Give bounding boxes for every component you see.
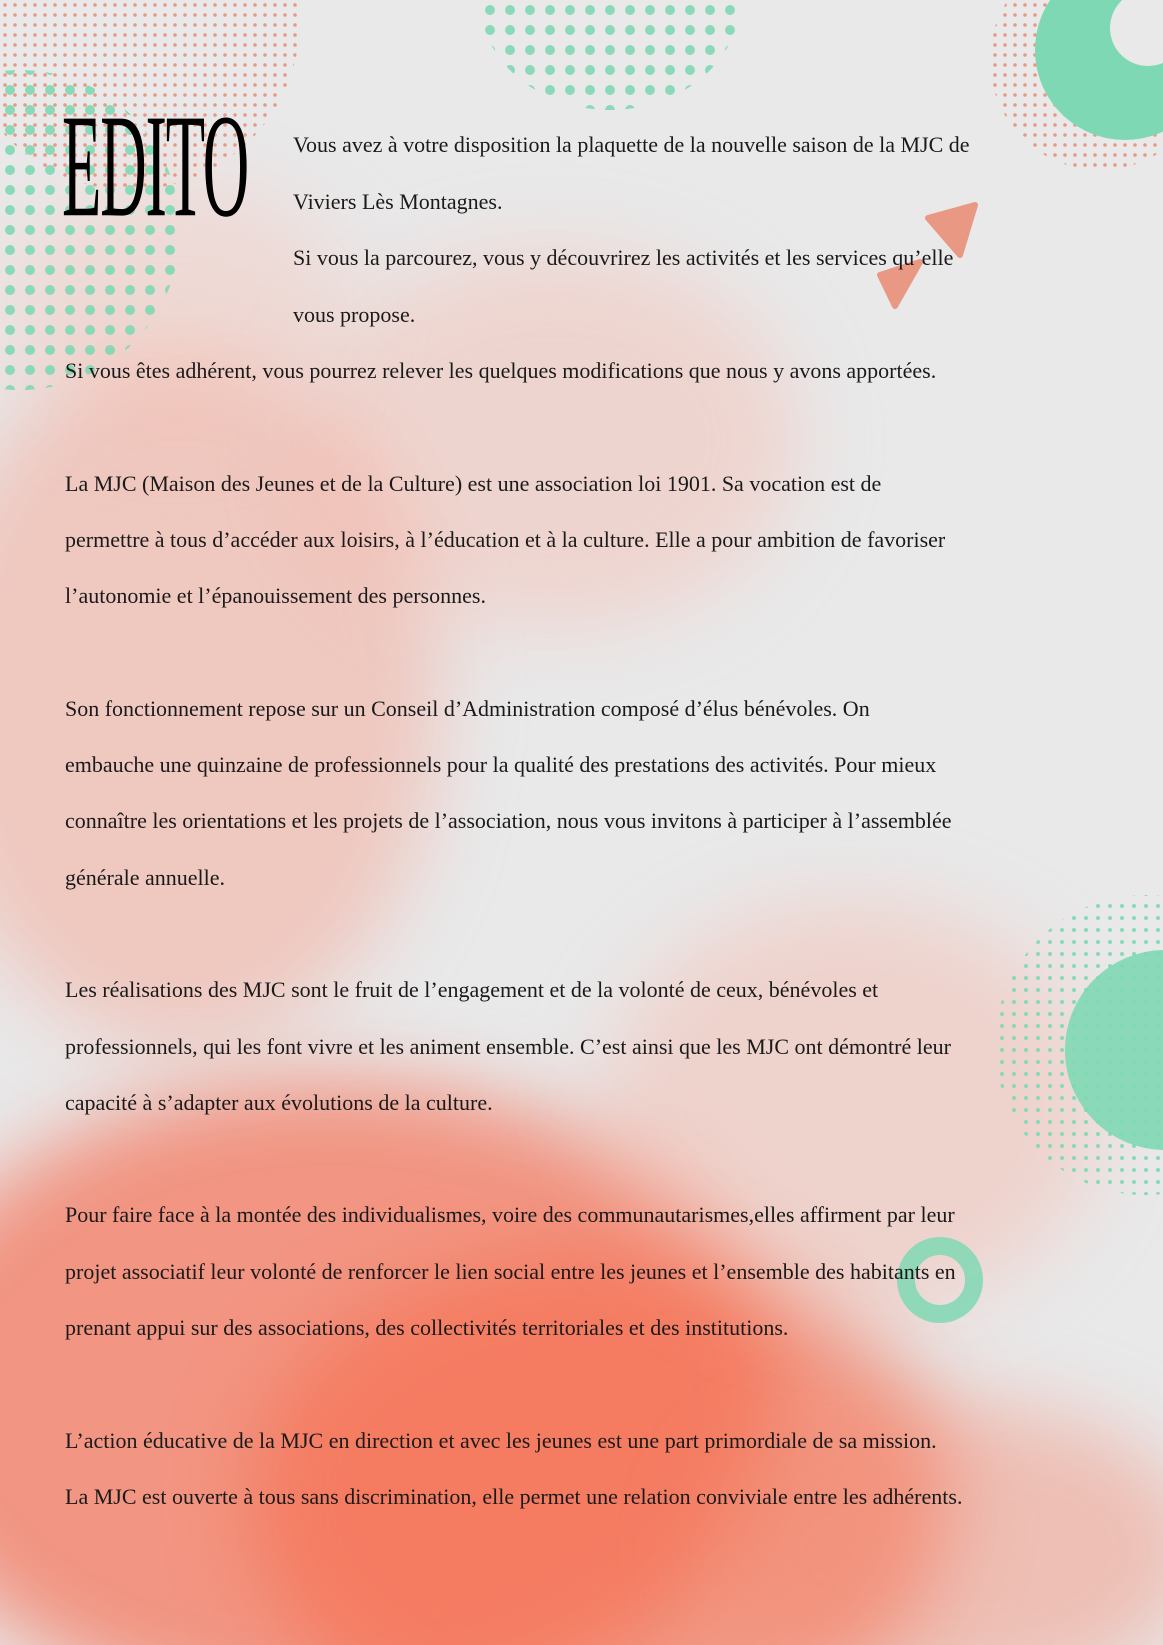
paragraph-line: permettre à tous d’accéder aux loisirs, à l’éducation et à la culture. Elle a pour ambition de favoriser bbox=[65, 526, 946, 552]
body-text bbox=[65, 343, 1125, 1525]
paragraph-line: L’action éducative de la MJC en direction et avec les jeunes est une part primordiale de sa mission. bbox=[65, 1427, 937, 1453]
paragraph bbox=[65, 681, 1125, 906]
paragraph bbox=[65, 1413, 1125, 1526]
paragraph-line: La MJC (Maison des Jeunes et de la Culture) est une association loi 1901. Sa vocation est de bbox=[65, 470, 882, 496]
paragraph-line: Pour faire face à la montée des individualismes, voire des communautarismes,elles affirment par leur bbox=[65, 1202, 955, 1228]
paragraph bbox=[65, 456, 1125, 625]
paragraph-line: générale annuelle. bbox=[65, 864, 226, 890]
paragraph-line: l’autonomie et l’épanouissement des personnes. bbox=[65, 583, 486, 609]
page-title: EDITO bbox=[62, 84, 249, 248]
paragraph bbox=[65, 1187, 1125, 1356]
paragraph-line: embauche une quinzaine de professionnels pour la qualité des prestations des activités. Pour mieux bbox=[65, 752, 937, 778]
paragraph bbox=[65, 343, 1125, 399]
paragraph bbox=[65, 962, 1125, 1131]
intro-line: vous propose. bbox=[293, 301, 416, 327]
intro-line: Si vous la parcourez, vous y découvrirez les activités et les services qu’elle bbox=[293, 245, 954, 270]
paragraph-line: capacité à s’adapter aux évolutions de la culture. bbox=[65, 1089, 493, 1115]
mint-dot-halfcircle bbox=[480, 0, 740, 110]
paragraph-line: Les réalisations des MJC sont le fruit de l’engagement et de la volonté de ceux, bénévoles et bbox=[65, 977, 879, 1003]
paragraph-line: prenant appui sur des associations, des collectivités territoriales et des institutions. bbox=[65, 1315, 789, 1341]
paragraph-line: projet associatif leur volonté de renforcer le lien social entre les jeunes et l’ensemble des habitants en bbox=[65, 1258, 956, 1284]
intro-line: Viviers Lès Montagnes. bbox=[293, 188, 503, 214]
paragraph-line: La MJC est ouverte à tous sans discrimination, elle permet une relation conviviale entre les adhérents. bbox=[65, 1483, 963, 1509]
intro-line: Vous avez à votre disposition la plaquette de la nouvelle saison de la MJC de bbox=[293, 132, 970, 157]
paragraph-line: professionnels, qui les font vivre et les animent ensemble. C’est ainsi que les MJC ont démontré leur bbox=[65, 1033, 951, 1059]
paragraph-line: connaître les orientations et les projets de l’association, nous vous invitons à participer à l’assemblée bbox=[65, 808, 952, 834]
intro-text bbox=[293, 117, 1113, 343]
paragraph-line: Son fonctionnement repose sur un Conseil d’Administration composé d’élus bénévoles. On bbox=[65, 695, 870, 721]
paragraph-line: Si vous êtes adhérent, vous pourrez relever les quelques modifications que nous y avons apportées. bbox=[65, 358, 937, 383]
